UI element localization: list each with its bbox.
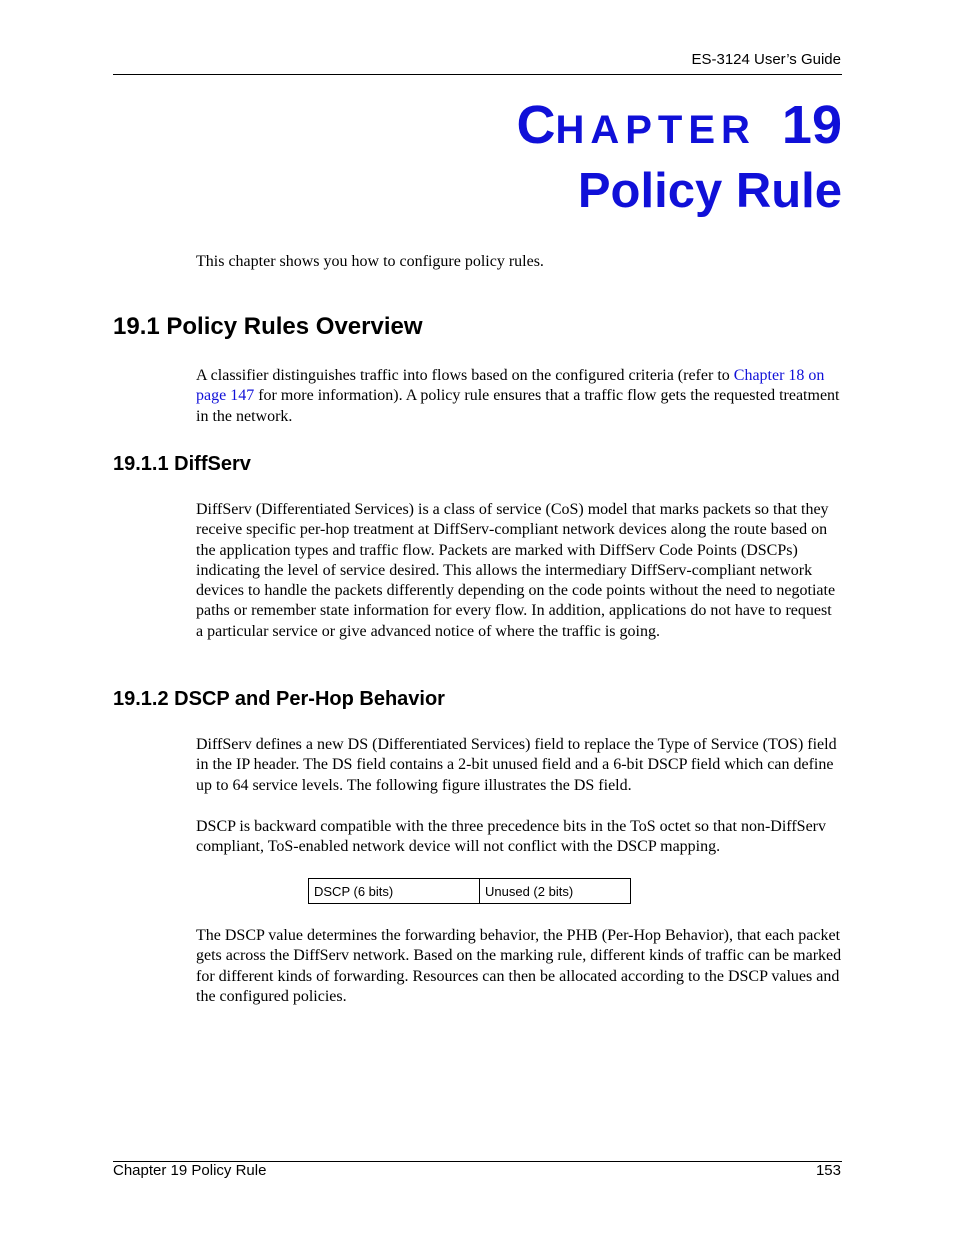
dscp-paragraph-3: The DSCP value determines the forwarding behavior, the PHB (Per-Hop Behavior), that each packet gets across the DiffServ network. Based on the marking rule, different kinds of traffic can be marked for different kinds of forwarding. Resources can then be allocated according to the DSCP values and the configured policies. (196, 927, 842, 1005)
chapter-label (516, 95, 842, 155)
chapter-label-rest: HAPTER (555, 108, 756, 152)
header-divider (113, 74, 842, 75)
ds-field-unused-cell: Unused (2 bits) (480, 879, 631, 904)
section-heading-19-1-1: 19.1.1 DiffServ (113, 453, 251, 475)
paragraph-text: A classifier distinguishes traffic into flows based on the configured criteria (refer to (196, 367, 734, 384)
diffserv-paragraph: DiffServ (Differentiated Services) is a class of service (CoS) model that marks packets so that they receive specific per-hop treatment at DiffServ-compliant network devices along the route based on the application types and traffic flow. Packets are marked with DiffServ Code Points (DSCPs) indicating the level of service desired. This allows the intermediary DiffServ-compliant network devices to handle the packets differently depending on the code points without the need to negotiate paths or remember state information for every flow. In addition, applications do not have to request a particular service or give advanced notice of where the traffic is going. (196, 501, 836, 640)
running-footer: Chapter 19 Policy Rule (113, 1162, 267, 1179)
paragraph-text: for more information). A policy rule ensures that a traffic flow gets the requested treatment in the network. (196, 387, 840, 425)
running-header: ES-3124 User’s Guide (691, 51, 841, 68)
page-number: 153 (815, 1162, 841, 1179)
chapter-label-initial: C (516, 95, 556, 155)
chapter-intro: This chapter shows you how to configure policy rules. (196, 253, 544, 270)
chapter-title: Policy Rule (577, 164, 842, 218)
ds-field-figure (308, 878, 631, 904)
dscp-paragraph-2: DSCP is backward compatible with the three precedence bits in the ToS octet so that non-DiffServ compliant, ToS-enabled network device will not conflict with the DSCP mapping. (196, 818, 826, 856)
chapter-number: 19 (781, 95, 842, 155)
ds-field-dscp-cell: DSCP (6 bits) (309, 879, 480, 904)
dscp-paragraph-1: DiffServ defines a new DS (Differentiated Services) field to replace the Type of Service (TOS) field in the IP header. The DS field contains a 2-bit unused field and a 6-bit DSCP field which can define up to 64 service levels. The following figure illustrates the DS field. (196, 736, 837, 794)
section-19-1-paragraph (196, 366, 842, 427)
chapter-18-link[interactable]: Chapter 18 on page 147 (196, 367, 825, 405)
section-heading-19-1: 19.1 Policy Rules Overview (113, 313, 423, 340)
table-row (309, 879, 631, 904)
section-heading-19-1-2: 19.1.2 DSCP and Per-Hop Behavior (113, 688, 445, 710)
